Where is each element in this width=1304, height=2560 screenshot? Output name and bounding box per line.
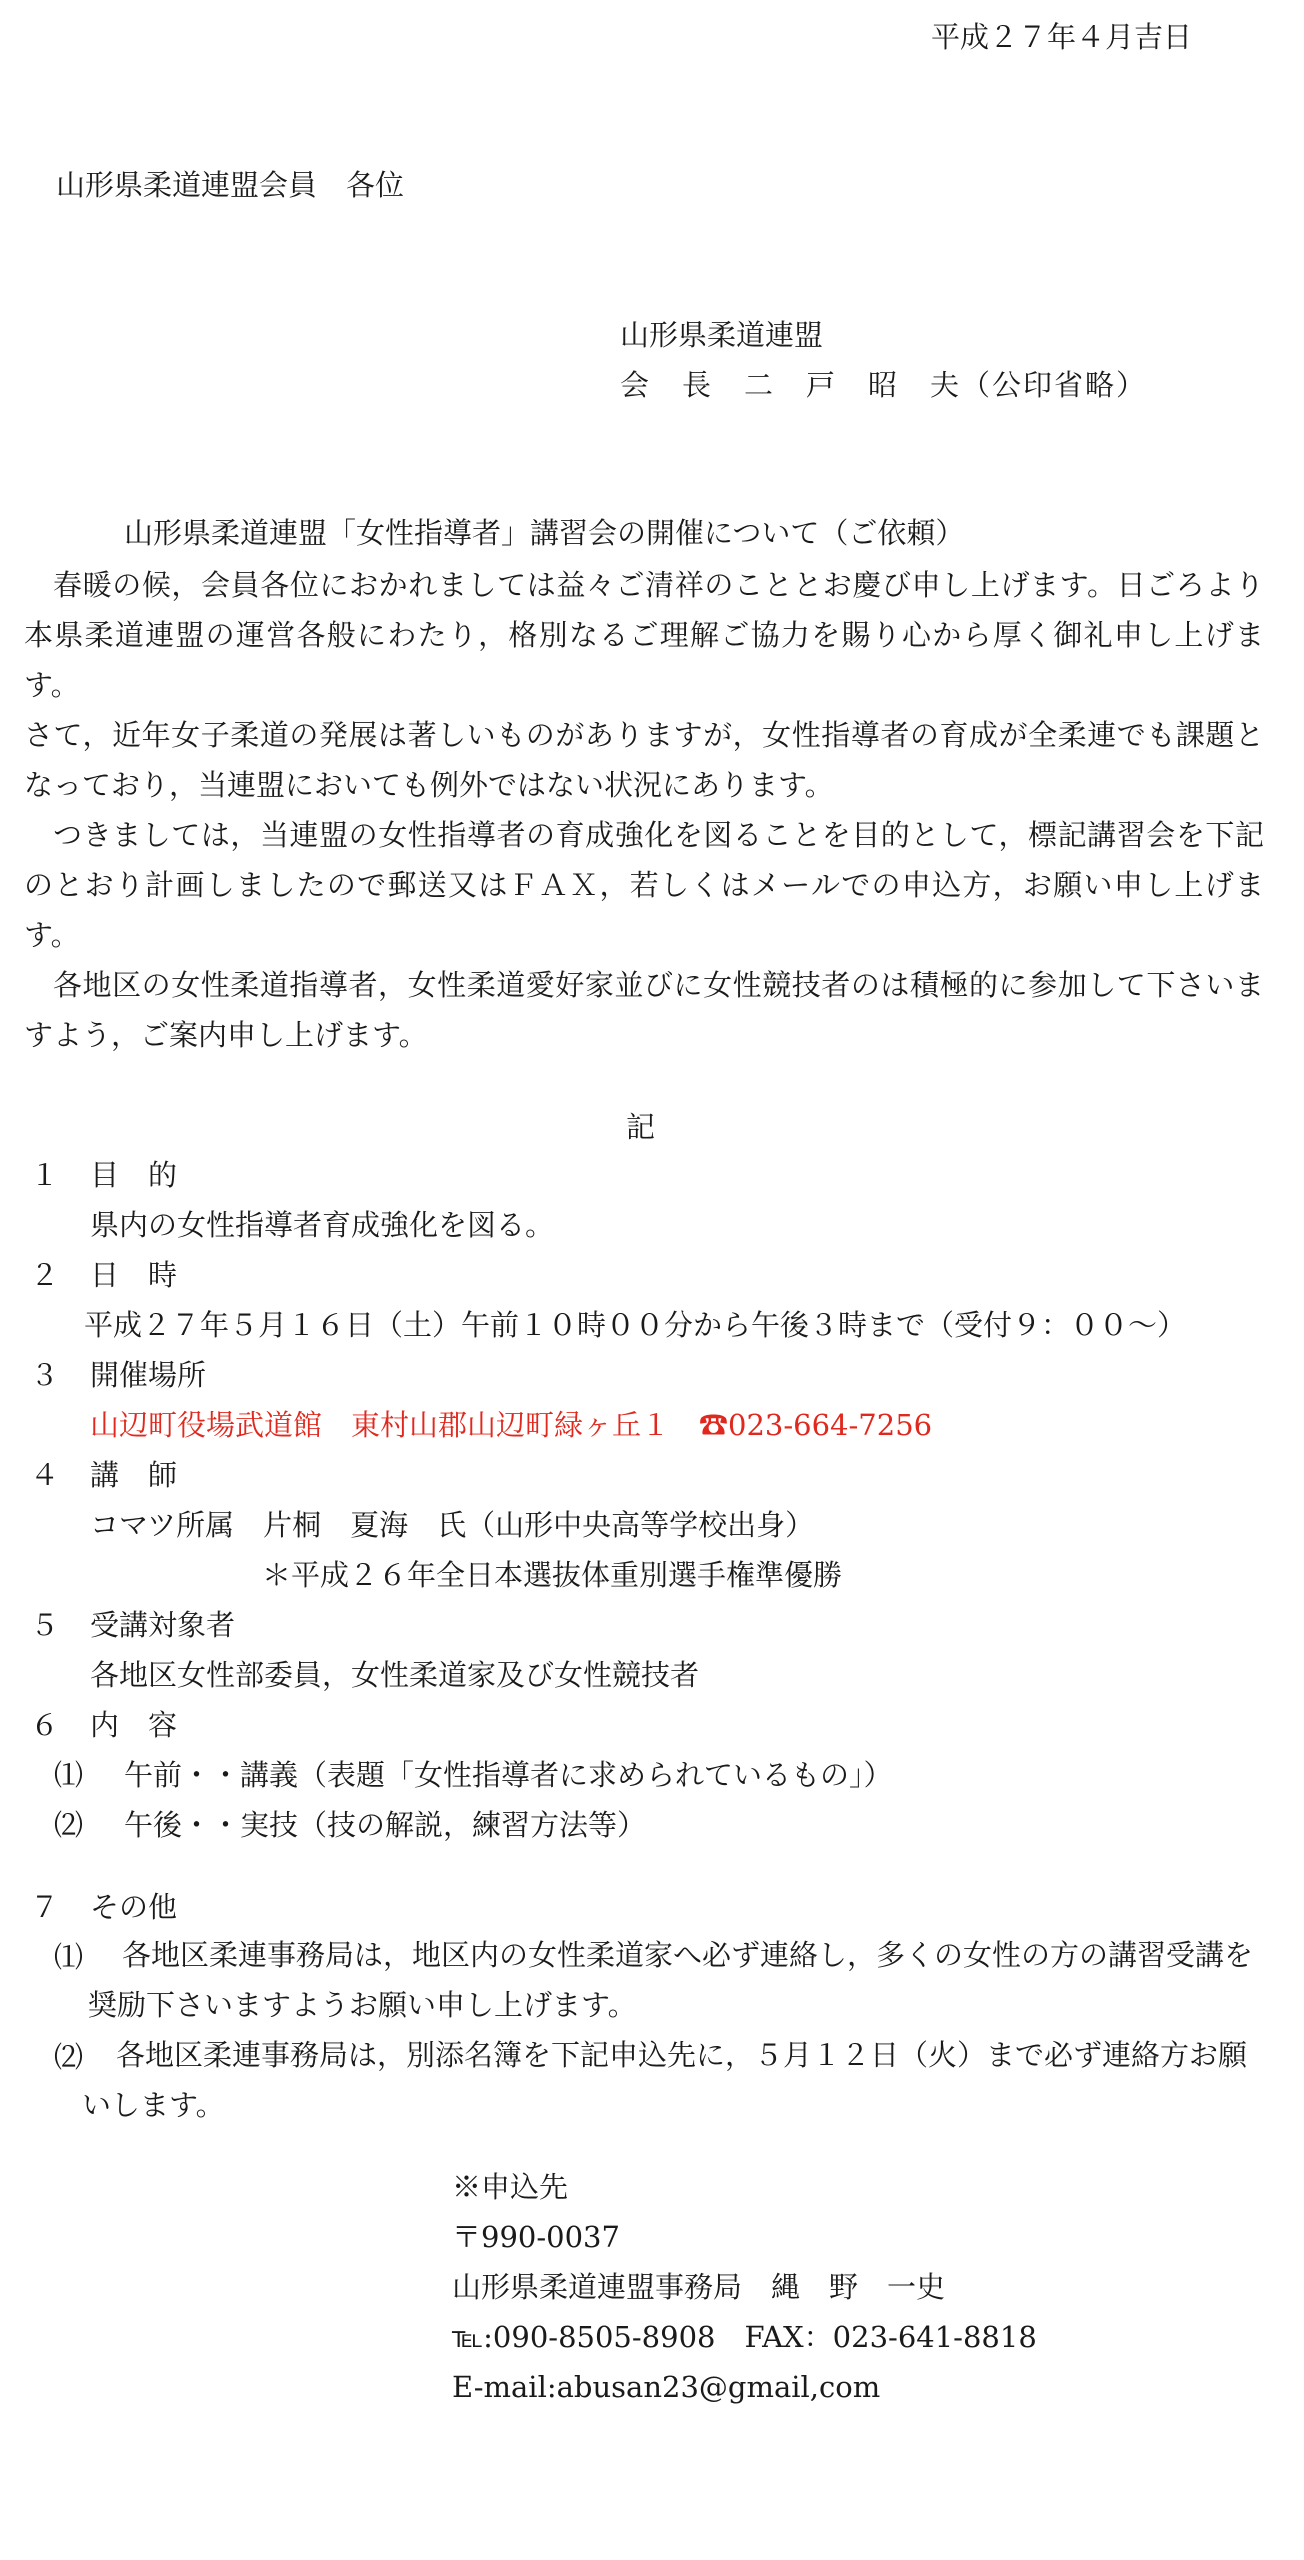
body-paragraph-background: さて，近年女子柔道の発展は著しいものがありますが，女性指導者の育成が全柔連でも課題となっており，当連盟においても例外ではない状況にあります。 [24, 718, 1264, 802]
item-heading-lecturer: 講 師 [90, 1458, 178, 1492]
content-sub-text: 午後・・実技（技の解説，練習方法等） [124, 1808, 647, 1842]
application-email: E-mail:abusan23@gmail,com [452, 2370, 881, 2404]
item-heading-datetime: 日 時 [90, 1258, 178, 1292]
item-text-venue: 山辺町役場武道館 東村山郡山辺町緑ヶ丘１ ☎023-664-7256 [90, 1408, 933, 1442]
item-number-datetime: ２ [30, 1258, 60, 1292]
item-heading-purpose: 目 的 [90, 1158, 178, 1192]
item-number-lecturer: ４ [30, 1458, 60, 1492]
body-paragraph-request: つきましては，当連盟の女性指導者の育成強化を図ることを目的として，標記講習会を下記のとおり計画しましたので郵送又はＦＡＸ，若しくはメールでの申込方，お願い申し上げます。 [24, 818, 1265, 952]
body-paragraph-invitation: 各地区の女性柔道指導者，女性柔道愛好家並びに女性競技者のは積極的に参加して下さいますよう，ご案内申し上げます。 [24, 968, 1264, 1052]
item-number-venue: ３ [30, 1358, 60, 1392]
body-paragraph-greeting: 春暖の候，会員各位におかれましては益々ご清祥のこととお慶び申し上げます。日ごろより本県柔道連盟の運営各般にわたり，格別なるご理解ご協力を賜り心から厚く御礼申し上げます。 [24, 568, 1264, 702]
item-text-datetime: 平成２７年５月１６日（土）午前１０時００分から午後３時まで（受付９：００～） [84, 1308, 1187, 1342]
item-heading-venue: 開催場所 [90, 1358, 207, 1392]
application-postal-code: 〒990-0037 [452, 2220, 620, 2254]
item-number-other: ７ [30, 1890, 60, 1924]
other-sub-text: 各地区柔連事務局は，地区内の女性柔道家へ必ず連絡し，多くの女性の方の講習受講を奨励下さいますようお願い申し上げます。 [88, 1938, 1254, 2022]
sender-organization: 山形県柔道連盟 [620, 318, 824, 352]
item-heading-target: 受講対象者 [90, 1608, 236, 1642]
document-subject: 山形県柔道連盟「女性指導者」講習会の開催について（ご依頼） [124, 516, 965, 550]
item-text-lecturer-note: ＊平成２６年全日本選抜体重別選手権準優勝 [262, 1558, 843, 1592]
sender-name: 会 長 二 戸 昭 夫（公印省略） [620, 368, 1148, 402]
item-number-content: ６ [30, 1708, 60, 1742]
other-sub-text: 各地区柔連事務局は，別添名簿を下記申込先に，５月１２日（火）まで必ず連絡方お願いします。 [82, 2038, 1248, 2122]
content-sub-number: ⑵ [54, 1808, 84, 1842]
item-number-purpose: １ [30, 1158, 60, 1192]
addressee: 山形県柔道連盟会員 各位 [56, 168, 405, 202]
item-heading-other: その他 [90, 1890, 178, 1924]
item-text-purpose: 県内の女性指導者育成強化を図る。 [90, 1208, 555, 1242]
document-date: 平成２７年４月吉日 [930, 20, 1192, 54]
content-sub-text: 午前・・講義（表題「女性指導者に求められているもの」） [124, 1758, 893, 1792]
item-text-lecturer: コマツ所属 片桐 夏海 氏（山形中央高等学校出身） [90, 1508, 815, 1542]
other-sub-number: ⑵ [54, 2040, 84, 2074]
item-text-target: 各地区女性部委員，女性柔道家及び女性競技者 [90, 1658, 700, 1692]
content-sub-number: ⑴ [54, 1758, 84, 1792]
other-sub-number: ⑴ [54, 1940, 84, 1974]
item-heading-content: 内 容 [90, 1708, 178, 1742]
application-heading: ※申込先 [452, 2170, 569, 2204]
application-office: 山形県柔道連盟事務局 縄 野 一史 [452, 2270, 946, 2304]
item-number-target: ５ [30, 1608, 60, 1642]
application-phone-fax: ℡:090-8505-8908 FAX：023-641-8818 [452, 2320, 1037, 2354]
ki-heading: 記 [626, 1110, 656, 1144]
